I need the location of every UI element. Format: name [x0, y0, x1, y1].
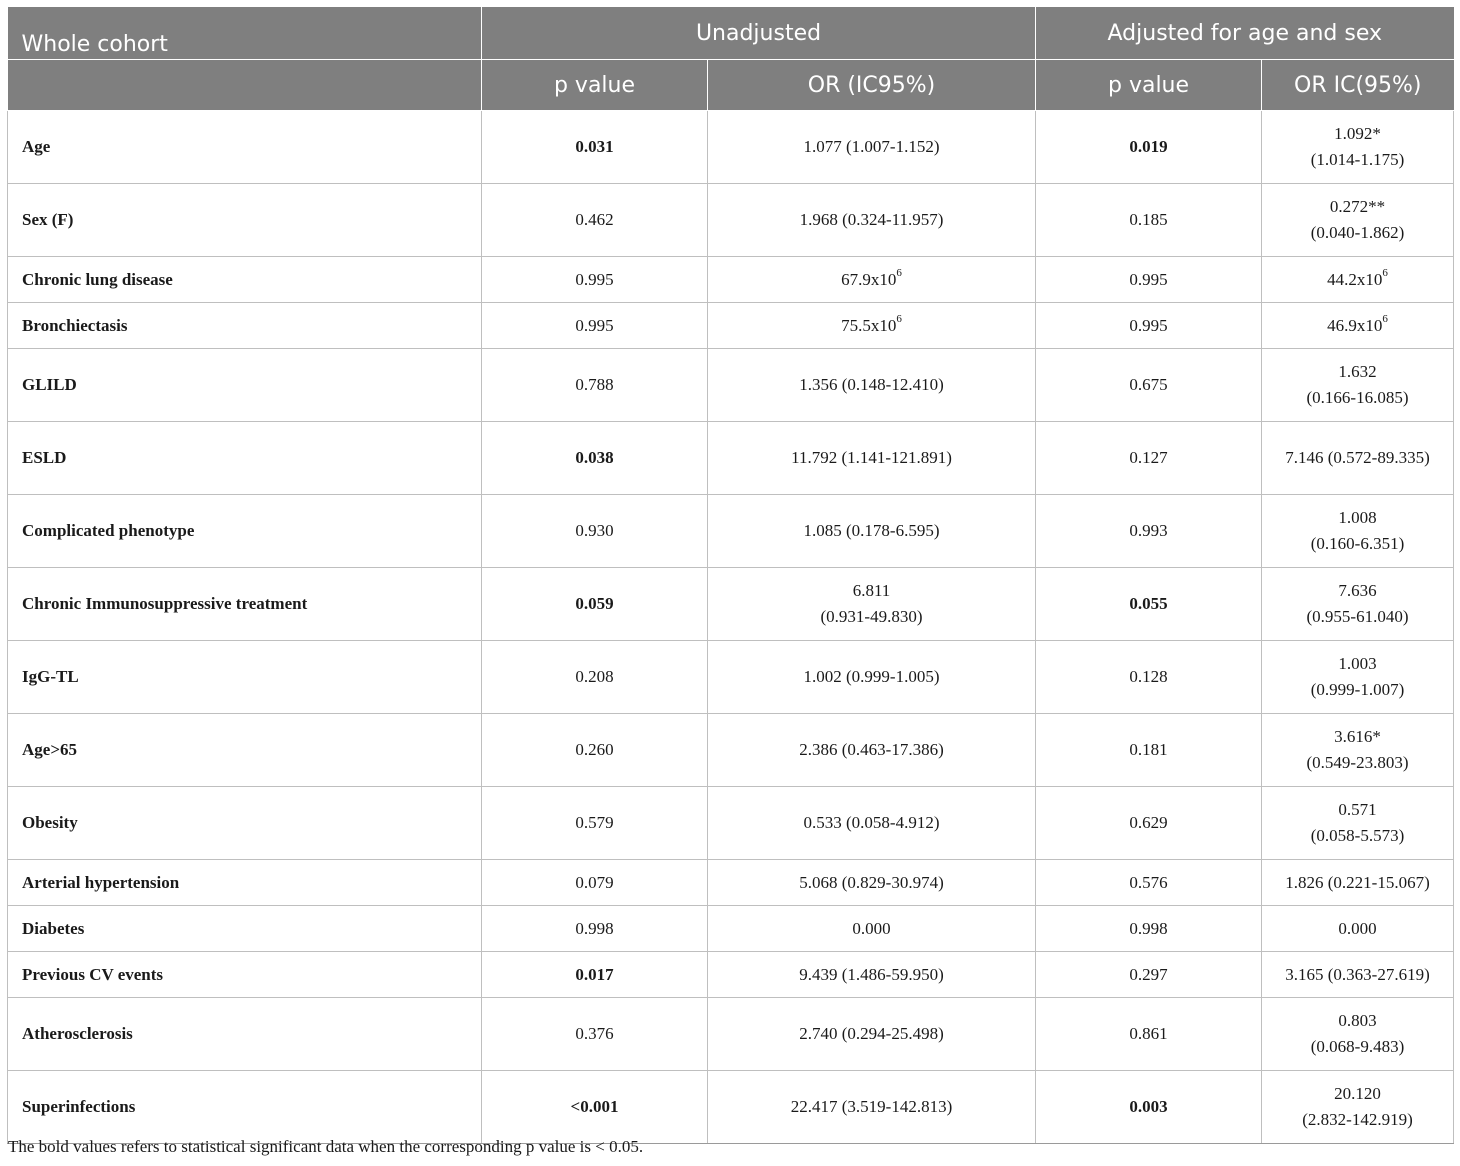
adjusted-or-value: [1262, 998, 1454, 1071]
unadjusted-p-value: 0.462: [482, 184, 708, 257]
header-unadjusted: Unadjusted: [482, 7, 1036, 60]
unadjusted-or-value: [708, 998, 1036, 1071]
or-line: 22.417 (3.519-142.813): [790, 1097, 953, 1116]
unadjusted-or-value: [708, 303, 1036, 349]
table-row: [8, 257, 1454, 303]
or-line: 1.008: [1338, 508, 1377, 527]
or-line: 1.826 (0.221-15.067): [1285, 872, 1430, 892]
or-line: 2.386 (0.463-17.386): [799, 740, 944, 759]
or-line: 3.616*: [1334, 727, 1381, 746]
or-line: 7.146 (0.572-89.335): [1285, 448, 1430, 467]
or-line: 20.120: [1334, 1084, 1381, 1103]
table-row: [8, 349, 1454, 422]
or-line: 6.811: [852, 581, 891, 600]
or-line: 11.792 (1.141-121.891): [791, 448, 952, 467]
unadjusted-or-value: [708, 111, 1036, 184]
adjusted-or-value: [1262, 787, 1454, 860]
table-row: [8, 714, 1454, 787]
or-line: 0.533 (0.058-4.912): [803, 813, 940, 832]
table-row: [8, 111, 1454, 184]
row-label: Diabetes: [8, 906, 482, 952]
adjusted-or-value: [1262, 495, 1454, 568]
adjusted-p-value: 0.185: [1036, 184, 1262, 257]
or-line: 1.085 (0.178-6.595): [803, 521, 940, 540]
row-label: IgG-TL: [8, 641, 482, 714]
table-row: [8, 1071, 1454, 1144]
results-table: [7, 7, 1454, 1144]
header-adjusted-or: OR IC(95%): [1262, 60, 1454, 111]
adjusted-p-value: 0.128: [1036, 641, 1262, 714]
unadjusted-p-value: 0.079: [482, 860, 708, 906]
unadjusted-or-value: [708, 641, 1036, 714]
adjusted-or-value: [1262, 257, 1454, 303]
table-row: [8, 952, 1454, 998]
adjusted-or-value: [1262, 422, 1454, 495]
adjusted-p-value: 0.861: [1036, 998, 1262, 1071]
or-line: (0.040-1.862): [1310, 223, 1405, 242]
unadjusted-or-value: [708, 1071, 1036, 1144]
adjusted-p-value: 0.995: [1036, 303, 1262, 349]
or-line: (1.014-1.175): [1310, 150, 1405, 169]
unadjusted-or-value: [708, 184, 1036, 257]
or-exponent: 6: [1382, 266, 1388, 279]
adjusted-p-value: 0.993: [1036, 495, 1262, 568]
row-label: Chronic Immunosuppressive treatment: [8, 568, 482, 641]
unadjusted-p-value: 0.038: [482, 422, 708, 495]
adjusted-p-value: 0.675: [1036, 349, 1262, 422]
adjusted-or-value: [1262, 349, 1454, 422]
table-header: [8, 7, 1454, 111]
or-base: 67.9x10: [841, 269, 897, 289]
unadjusted-or-value: [708, 952, 1036, 998]
header-row-columns: [8, 60, 1454, 111]
header-row-groups: [8, 7, 1454, 60]
unadjusted-or-value: [708, 906, 1036, 952]
row-label: Age>65: [8, 714, 482, 787]
or-line: (0.955-61.040): [1306, 607, 1409, 626]
unadjusted-p-value: 0.376: [482, 998, 708, 1071]
or-line: (0.160-6.351): [1310, 534, 1405, 553]
adjusted-p-value: 0.998: [1036, 906, 1262, 952]
adjusted-p-value: 0.629: [1036, 787, 1262, 860]
unadjusted-or-value: [708, 495, 1036, 568]
or-exponent: 6: [896, 312, 902, 325]
row-label: Complicated phenotype: [8, 495, 482, 568]
or-line: 0.803: [1338, 1011, 1377, 1030]
unadjusted-or-value: [708, 568, 1036, 641]
adjusted-p-value: 0.297: [1036, 952, 1262, 998]
or-line: 1.002 (0.999-1.005): [803, 667, 940, 686]
row-label: Previous CV events: [8, 952, 482, 998]
or-base: 75.5x10: [841, 315, 897, 335]
table-row: [8, 303, 1454, 349]
header-unadjusted-p: p value: [482, 60, 708, 111]
unadjusted-p-value: 0.579: [482, 787, 708, 860]
unadjusted-p-value: 0.788: [482, 349, 708, 422]
header-adjusted: Adjusted for age and sex: [1036, 7, 1454, 60]
unadjusted-p-value: 0.031: [482, 111, 708, 184]
or-line: 1.077 (1.007-1.152): [803, 137, 940, 156]
or-base: 44.2x10: [1327, 269, 1383, 289]
adjusted-p-value: 0.995: [1036, 257, 1262, 303]
unadjusted-or-value: [708, 257, 1036, 303]
or-line: (0.999-1.007): [1310, 680, 1405, 699]
adjusted-or-value: [1262, 303, 1454, 349]
row-label: Obesity: [8, 787, 482, 860]
table-row: [8, 906, 1454, 952]
adjusted-or-value: [1262, 111, 1454, 184]
or-base: 46.9x10: [1327, 315, 1383, 335]
row-label: Atherosclerosis: [8, 998, 482, 1071]
or-line: (2.832-142.919): [1302, 1110, 1413, 1129]
table-row: [8, 495, 1454, 568]
table-footnote: The bold values refers to statistical significant data when the corresponding p value is < 0.05.: [8, 1137, 644, 1156]
adjusted-p-value: 0.003: [1036, 1071, 1262, 1144]
table-row: [8, 998, 1454, 1071]
adjusted-p-value: 0.019: [1036, 111, 1262, 184]
table-body: [8, 111, 1454, 1144]
row-label: ESLD: [8, 422, 482, 495]
adjusted-p-value: 0.055: [1036, 568, 1262, 641]
or-line: 1.003: [1338, 654, 1377, 673]
unadjusted-or-value: [708, 349, 1036, 422]
unadjusted-or-value: [708, 422, 1036, 495]
or-line: 1.632: [1338, 362, 1377, 381]
table-row: [8, 422, 1454, 495]
row-label: Superinfections: [8, 1071, 482, 1144]
header-whole-cohort: Whole cohort: [8, 7, 482, 60]
or-line: 2.740 (0.294-25.498): [799, 1024, 944, 1043]
or-line: 3.165 (0.363-27.619): [1285, 964, 1430, 984]
row-label: Age: [8, 111, 482, 184]
or-line: (0.166-16.085): [1306, 388, 1409, 407]
or-line: 5.068 (0.829-30.974): [799, 872, 944, 892]
adjusted-or-value: [1262, 568, 1454, 641]
or-line: 1.968 (0.324-11.957): [799, 210, 944, 229]
unadjusted-p-value: 0.998: [482, 906, 708, 952]
adjusted-or-value: [1262, 952, 1454, 998]
adjusted-or-value: [1262, 906, 1454, 952]
adjusted-p-value: 0.127: [1036, 422, 1262, 495]
adjusted-or-value: [1262, 184, 1454, 257]
table-row: [8, 641, 1454, 714]
header-unadjusted-or: OR (IC95%): [708, 60, 1036, 111]
or-line: (0.058-5.573): [1310, 826, 1405, 845]
adjusted-p-value: 0.576: [1036, 860, 1262, 906]
or-exponent: 6: [1382, 312, 1388, 325]
adjusted-or-value: [1262, 860, 1454, 906]
row-label: Arterial hypertension: [8, 860, 482, 906]
unadjusted-p-value: 0.995: [482, 303, 708, 349]
or-line: 0.000: [852, 918, 891, 938]
table-row: [8, 860, 1454, 906]
or-line: 0.571: [1338, 800, 1377, 819]
table-row: [8, 184, 1454, 257]
or-line: 7.636: [1338, 581, 1377, 600]
unadjusted-p-value: 0.995: [482, 257, 708, 303]
unadjusted-p-value: 0.017: [482, 952, 708, 998]
unadjusted-or-value: [708, 714, 1036, 787]
or-line: 0.272**: [1329, 197, 1386, 216]
unadjusted-p-value: 0.260: [482, 714, 708, 787]
unadjusted-p-value: 0.059: [482, 568, 708, 641]
row-label: Bronchiectasis: [8, 303, 482, 349]
row-label: GLILD: [8, 349, 482, 422]
unadjusted-or-value: [708, 860, 1036, 906]
or-line: 0.000: [1338, 918, 1377, 938]
adjusted-p-value: 0.181: [1036, 714, 1262, 787]
unadjusted-p-value: <0.001: [482, 1071, 708, 1144]
adjusted-or-value: [1262, 714, 1454, 787]
or-line: (0.549-23.803): [1306, 753, 1409, 772]
or-line: (0.931-49.830): [820, 607, 923, 626]
header-empty-cell: [8, 60, 482, 111]
header-adjusted-p: p value: [1036, 60, 1262, 111]
unadjusted-p-value: 0.208: [482, 641, 708, 714]
or-line: 9.439 (1.486-59.950): [799, 964, 944, 984]
unadjusted-or-value: [708, 787, 1036, 860]
or-line: (0.068-9.483): [1310, 1037, 1405, 1056]
row-label: Chronic lung disease: [8, 257, 482, 303]
or-exponent: 6: [896, 266, 902, 279]
table-row: [8, 787, 1454, 860]
or-line: 1.092*: [1334, 124, 1381, 143]
row-label: Sex (F): [8, 184, 482, 257]
adjusted-or-value: [1262, 641, 1454, 714]
table-row: [8, 568, 1454, 641]
or-line: 1.356 (0.148-12.410): [799, 375, 944, 394]
unadjusted-p-value: 0.930: [482, 495, 708, 568]
adjusted-or-value: [1262, 1071, 1454, 1144]
